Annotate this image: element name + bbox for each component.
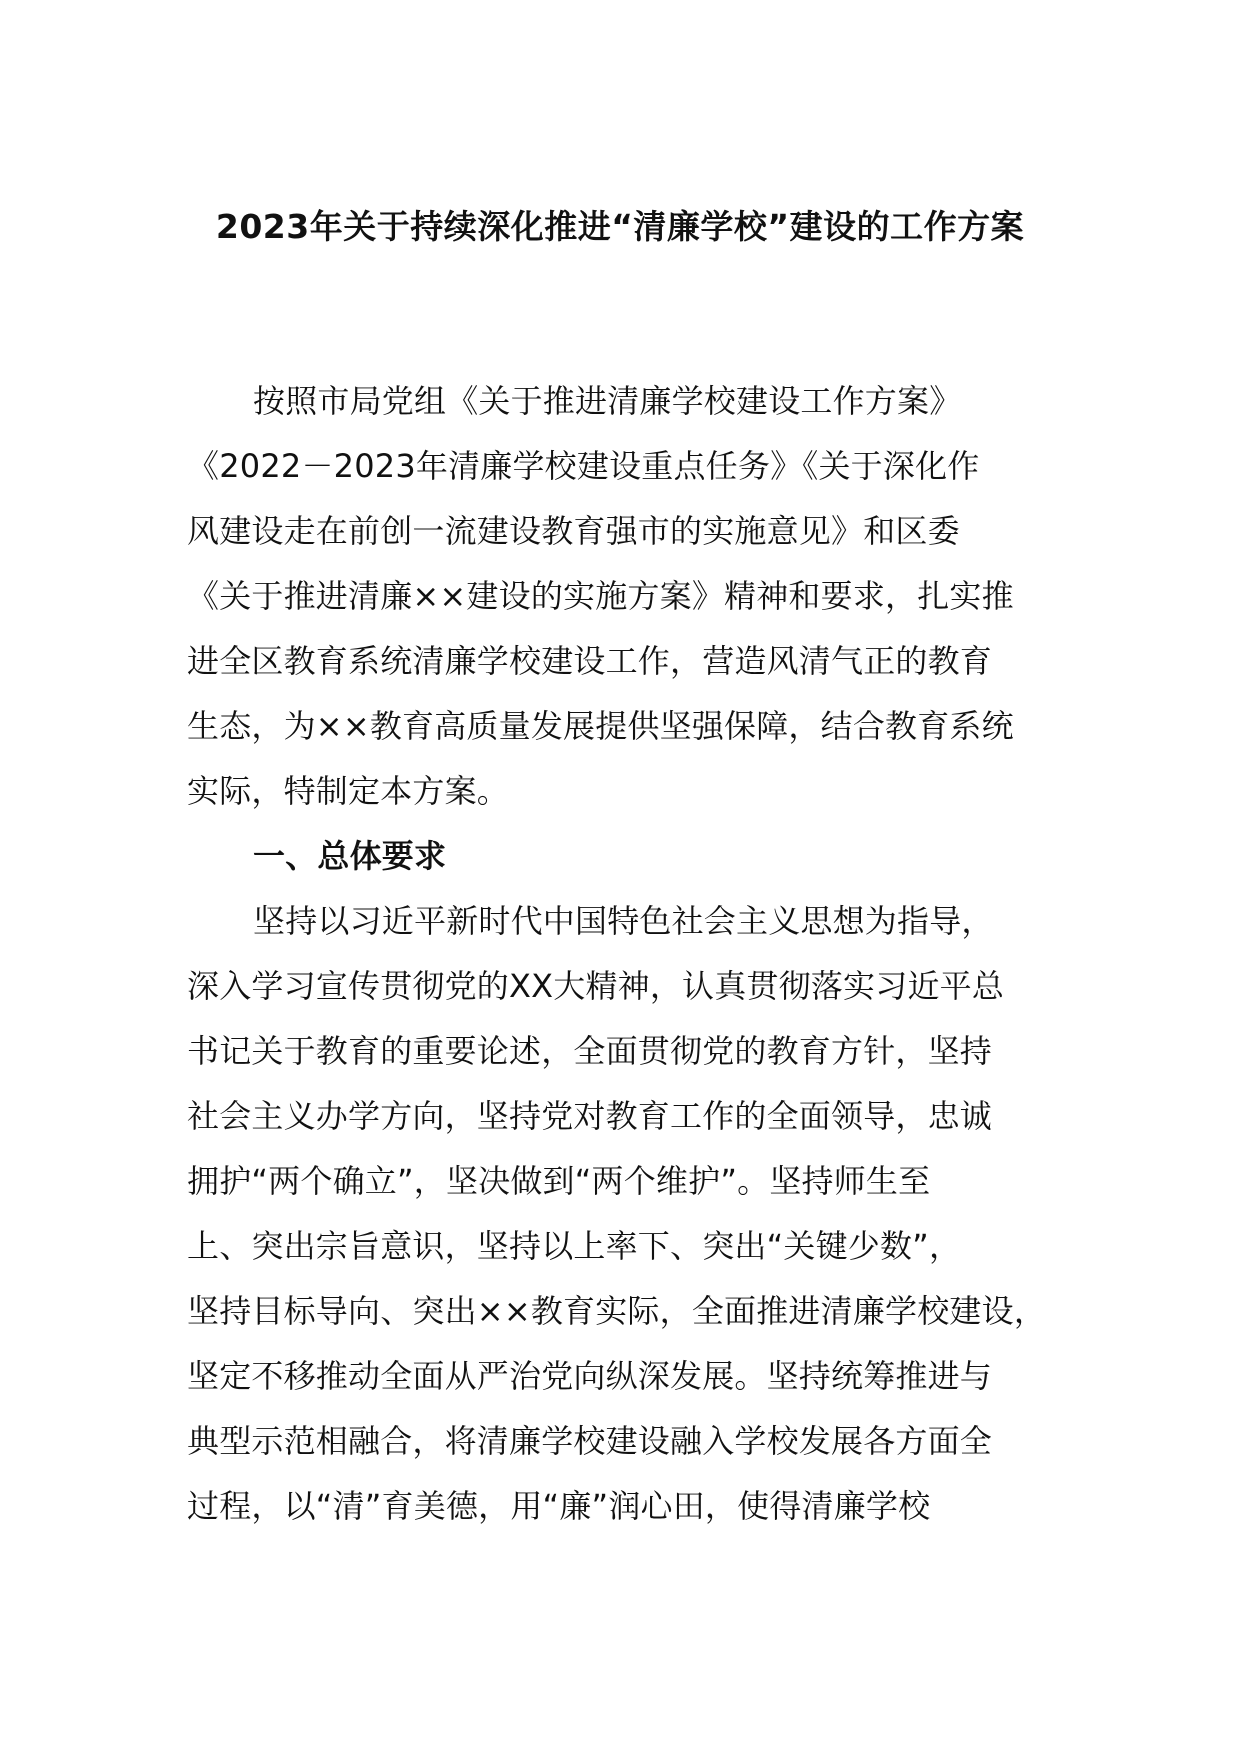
paragraph-line: 进全区教育系统清廉学校建设工作，营造风清气正的教育 bbox=[187, 642, 993, 680]
paragraph-line: 生态，为××教育高质量发展提供坚强保障，结合教育系统 bbox=[187, 707, 1014, 745]
paragraph-line: 坚持目标导向、突出××教育实际，全面推进清廉学校建设， bbox=[187, 1292, 1047, 1330]
paragraph-line: 拥护“两个确立”，坚决做到“两个维护”。坚持师生至 bbox=[187, 1162, 931, 1200]
paragraph-line: 《关于推进清廉××建设的实施方案》精神和要求，扎实推 bbox=[187, 577, 1014, 615]
document-title: 2023年关于持续深化推进“清廉学校”建设的工作方案 bbox=[215, 207, 1025, 246]
paragraph-line: 上、突出宗旨意识，坚持以上率下、突出“关键少数”， bbox=[187, 1227, 962, 1265]
document-body bbox=[187, 369, 1087, 1539]
paragraph-line: 典型示范相融合，将清廉学校建设融入学校发展各方面全 bbox=[187, 1422, 993, 1460]
paragraph-line: 书记关于教育的重要论述，全面贯彻党的教育方针，坚持 bbox=[187, 1032, 993, 1070]
paragraph-line: 按照市局党组《关于推进清廉学校建设工作方案》 bbox=[253, 382, 962, 420]
paragraph-line: 坚持以习近平新时代中国特色社会主义思想为指导， bbox=[253, 902, 994, 940]
paragraph-line: 社会主义办学方向，坚持党对教育工作的全面领导，忠诚 bbox=[187, 1097, 993, 1135]
paragraph-line: 实际，特制定本方案。 bbox=[187, 772, 510, 810]
paragraph-line: 过程，以“清”育美德，用“廉”润心田，使得清廉学校 bbox=[187, 1487, 931, 1525]
paragraph-line: 《2022－2023年清廉学校建设重点任务》《关于深化作 bbox=[187, 447, 980, 485]
section-heading: 一、总体要求 bbox=[253, 837, 447, 875]
paragraph-line: 深入学习宣传贯彻党的XX大精神，认真贯彻落实习近平总 bbox=[187, 967, 1005, 1005]
paragraph-line: 风建设走在前创一流建设教育强市的实施意见》和区委 bbox=[187, 512, 960, 550]
paragraph-line: 坚定不移推动全面从严治党向纵深发展。坚持统筹推进与 bbox=[187, 1357, 993, 1395]
